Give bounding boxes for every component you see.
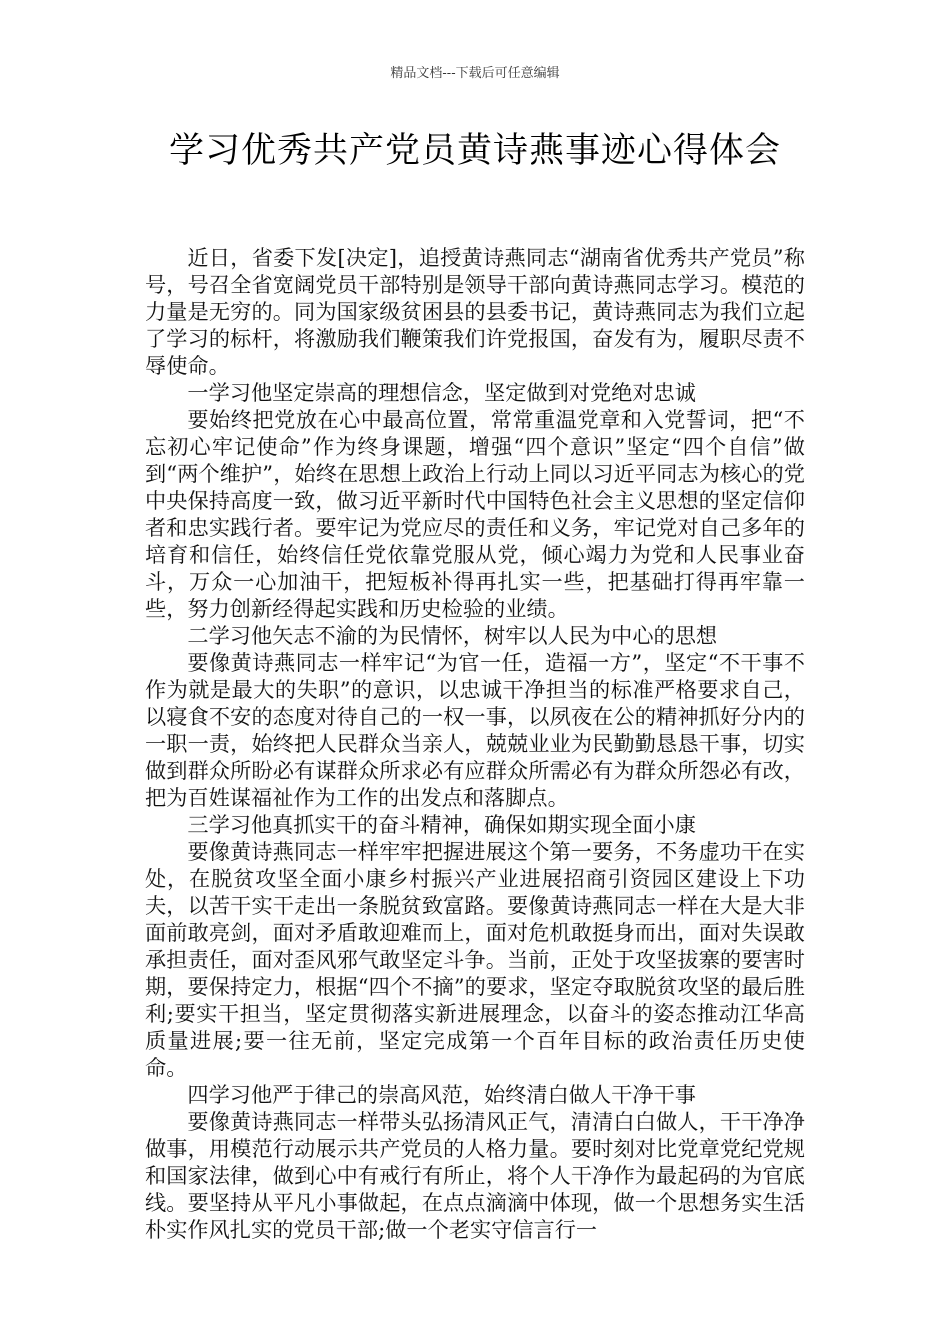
section-heading-4: 四学习他严于律己的崇高风范，始终清白做人干净干事 bbox=[187, 1082, 696, 1107]
section-heading-3: 三学习他真抓实干的奋斗精神，确保如期实现全面小康 bbox=[187, 812, 696, 837]
header-note: 精品文档---下载后可任意编辑 bbox=[390, 66, 560, 81]
paragraph-section-4: 要像黄诗燕同志一样带头弘扬清风正气，清清白白做人，干干净净做事，用模范行动展示共产党员的人格力量。要时刻对比党章党纪党规和国家法律，做到心中有戒行有所止，将个人干净作为最起码的为官底线。要坚持从平凡小事做起，在点点滴滴中体现，做一个思想务实生活朴实作风扎实的党员干部;做一个老实守信言行一 bbox=[145, 1109, 805, 1242]
paragraph-intro: 近日，省委下发[决定]，追授黄诗燕同志“湖南省优秀共产党员”称号，号召全省宽阔党员干部特别是领导干部向黄诗燕同志学习。模范的力量是无穷的。同为国家级贫困县的县委书记，黄诗燕同志为我们立起了学习的标杆，将激励我们鞭策我们许党报国，奋发有为，履职尽责不辱使命。 bbox=[145, 245, 805, 378]
document-body bbox=[145, 244, 805, 1243]
paragraph-section-3: 要像黄诗燕同志一样牢牢把握进展这个第一要务，不务虚功干在实处，在脱贫攻坚全面小康乡村振兴产业进展招商引资园区建设上下功夫，以苦干实干走出一条脱贫致富路。要像黄诗燕同志一样在大是大非面前敢亮剑，面对矛盾敢迎难而上，面对危机敢挺身而出，面对失误敢承担责任，面对歪风邪气敢坚定斗争。当前，正处于攻坚拔寨的要害时期，要保持定力，根据“四个不摘”的要求，坚定夺取脱贫攻坚的最后胜利;要实干担当，坚定贯彻落实新进展理念，以奋斗的姿态推动江华高质量进展;要一往无前，坚定完成第一个百年目标的政治责任历史使命。 bbox=[145, 839, 805, 1080]
paragraph-section-1: 要始终把党放在心中最高位置，常常重温党章和入党誓词，把“不忘初心牢记使命”作为终身课题，增强“四个意识”坚定“四个自信”做到“两个维护”，始终在思想上政治上行动上同以习近平同志为核心的党中央保持高度一致，做习近平新时代中国特色社会主义思想的坚定信仰者和忠实践行者。要牢记为党应尽的责任和义务，牢记党对自己多年的培育和信任，始终信任党依靠党服从党，倾心竭力为党和人民事业奋斗，万众一心加油干，把短板补得再扎实一些，把基础打得再牢靠一些，努力创新经得起实践和历史检验的业绩。 bbox=[145, 407, 805, 621]
section-heading-1: 一学习他坚定崇高的理想信念，坚定做到对党绝对忠诚 bbox=[187, 380, 696, 405]
section-heading-2: 二学习他矢志不渝的为民情怀，树牢以人民为中心的思想 bbox=[187, 623, 718, 648]
paragraph-section-2: 要像黄诗燕同志一样牢记“为官一任，造福一方”，坚定“不干事不作为就是最大的失职”的意识，以忠诚干净担当的标准严格要求自己，以寝食不安的态度对待自己的一权一事，以夙夜在公的精神抓好分内的一职一责，始终把人民群众当亲人，兢兢业业为民勤勤恳恳干事，切实做到群众所盼必有谋群众所求必有应群众所需必有为群众所怨必有改，把为百姓谋福祉作为工作的出发点和落脚点。 bbox=[145, 650, 805, 810]
document-title: 学习优秀共产党员黄诗燕事迹心得体会 bbox=[168, 131, 781, 171]
